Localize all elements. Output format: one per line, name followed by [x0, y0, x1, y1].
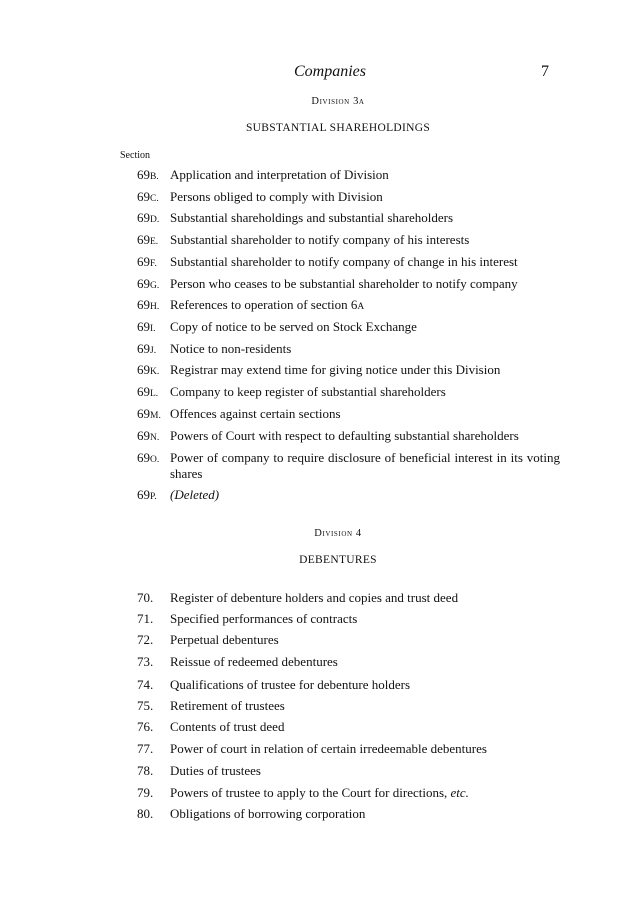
section-number: 77. [137, 741, 154, 756]
section-title: Power of company to require disclosure of beneficial interest in its voting shares [170, 450, 560, 481]
section-column-label: Section [120, 150, 150, 161]
section-number: 69K. [137, 362, 160, 377]
section-title: Powers of trustee to apply to the Court for directions, etc. [170, 785, 469, 800]
section-title: Specified performances of contracts [170, 611, 358, 626]
division-3a-label: Division 3a [311, 96, 365, 107]
section-title: Perpetual debentures [170, 632, 279, 647]
section-number: 69O. [137, 450, 160, 465]
section-title: Obligations of borrowing corporation [170, 806, 366, 821]
section-number: 69I. [137, 319, 156, 334]
section-number: 80. [137, 806, 154, 821]
section-number: 75. [137, 698, 154, 713]
division-3a-title: SUBSTANTIAL SHAREHOLDINGS [245, 122, 431, 134]
section-number: 69G. [137, 276, 160, 291]
division-4-title: DEBENTURES [299, 554, 377, 566]
section-title: Substantial shareholder to notify company of his interests [170, 232, 470, 247]
section-title: Persons obliged to comply with Division [170, 189, 383, 204]
section-number: 69L. [137, 384, 159, 399]
section-number: 79. [137, 785, 154, 800]
section-title: Offences against certain sections [170, 406, 341, 421]
running-title: Companies [294, 63, 366, 80]
section-title: Powers of Court with respect to defaulting substantial shareholders [170, 428, 519, 443]
page-number: 7 [541, 63, 549, 80]
section-title: Substantial shareholdings and substantial shareholders [170, 210, 454, 225]
section-number: 70. [137, 590, 154, 605]
section-number: 69F. [137, 254, 157, 269]
section-number: 71. [137, 611, 154, 626]
section-number: 69M. [137, 406, 161, 421]
section-number: 69B. [137, 167, 159, 182]
section-number: 72. [137, 632, 154, 647]
section-number: 74. [137, 677, 154, 692]
section-title: Contents of trust deed [170, 719, 285, 734]
section-number: 78. [137, 763, 154, 778]
section-number: 69N. [137, 428, 160, 443]
section-title: Application and interpretation of Division [170, 167, 389, 182]
section-title: Duties of trustees [170, 763, 261, 778]
section-title: Company to keep register of substantial shareholders [170, 384, 446, 399]
section-number: 69E. [137, 232, 159, 247]
section-number: 69H. [137, 297, 160, 312]
section-number: 76. [137, 719, 154, 734]
section-title: Copy of notice to be served on Stock Exchange [170, 319, 417, 334]
section-title: Notice to non-residents [170, 341, 292, 356]
section-title: Registrar may extend time for giving notice under this Division [170, 362, 501, 377]
section-number: 69J. [137, 341, 157, 356]
section-number: 73. [137, 654, 154, 669]
section-title: Register of debenture holders and copies and trust deed [170, 590, 459, 605]
section-title: Reissue of redeemed debentures [170, 654, 338, 669]
section-title: References to operation of section 6A [170, 297, 365, 312]
section-number: 69C. [137, 189, 159, 204]
section-title: Qualifications of trustee for debenture holders [170, 677, 411, 692]
running-head [0, 63, 638, 85]
section-title: Person who ceases to be substantial shareholder to notify company [170, 276, 518, 291]
section-number: 69D. [137, 210, 160, 225]
section-title: (Deleted) [170, 487, 220, 502]
section-title: Retirement of trustees [170, 698, 285, 713]
division-4-label: Division 4 [314, 528, 362, 539]
section-title: Power of court in relation of certain irredeemable debentures [170, 741, 487, 756]
section-number: 69P. [137, 487, 157, 502]
section-title: Substantial shareholder to notify company of change in his interest [170, 254, 518, 269]
